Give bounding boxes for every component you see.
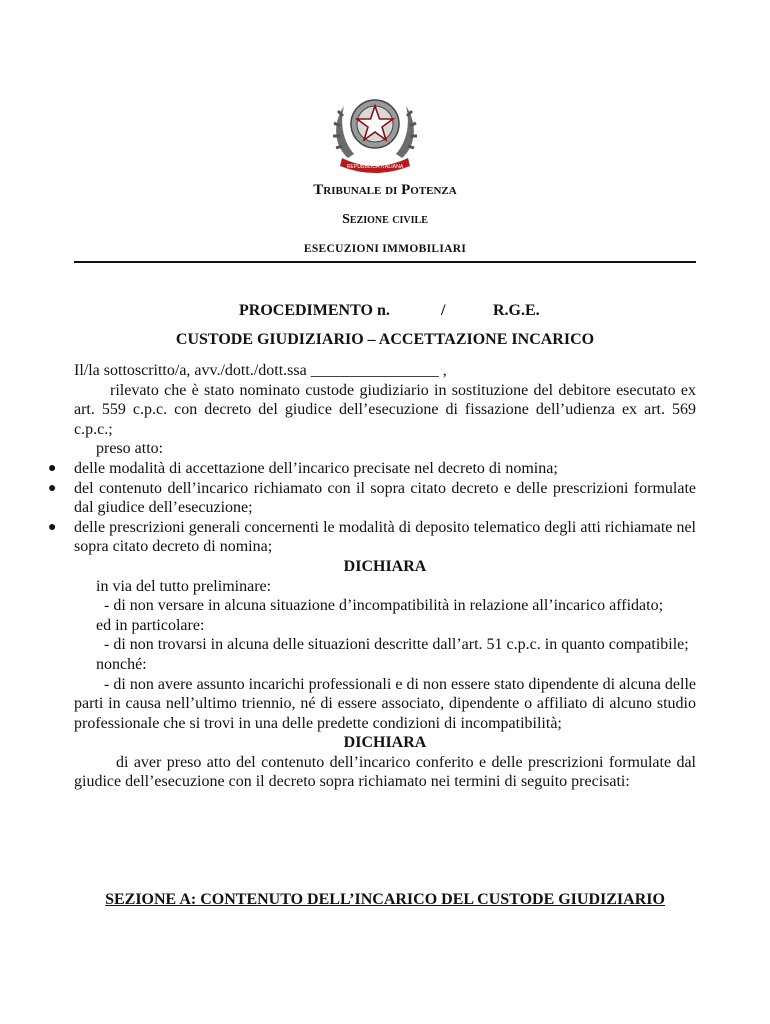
bullet-icon: ● bbox=[48, 460, 57, 476]
in-via-label: in via del tutto preliminare: bbox=[96, 577, 272, 595]
ed-in-particolare-label: ed in particolare: bbox=[96, 616, 205, 634]
court-section: Sezione civile bbox=[342, 212, 428, 227]
list-item: ● delle prescrizioni generali concernenti le modalità di deposito telematico degli atti richiamate nel sopra citato decreto di nomina; bbox=[48, 518, 696, 556]
ribbon-text: REPUBBLICA ITALIANA bbox=[346, 164, 404, 170]
declaration-point-3: - di non avere assunto incarichi professionali e di non essere stato dipendente di alcuna delle parti in causa nell’ultimo triennio, né di essere associato, dipendente o affiliato di alcuno studio professionale che si trovi in una delle predette condizioni di incompatibilità; bbox=[74, 675, 696, 732]
bullet-icon: ● bbox=[48, 519, 57, 535]
dichiara-heading-2: DICHIARA bbox=[343, 734, 427, 752]
header-divider bbox=[74, 261, 696, 263]
rilevato-paragraph: rilevato che è stato nominato custode giudiziario in sostituzione del debitore esecutato ex art. 559 c.p.c. con decreto del giudice dell’esecuzione di fissazione dell’udienza ex art. 569 c.p.c.; bbox=[74, 381, 696, 438]
document-body bbox=[48, 361, 696, 792]
final-declaration: di aver preso atto del contenuto dell’incarico conferito e delle prescrizioni formulate dal giudice dell’esecuzione con il decreto sopra richiamato nei termini di seguito precisati: bbox=[74, 753, 696, 791]
bullet-icon: ● bbox=[48, 480, 57, 496]
declaration-point-2: - di non trovarsi in alcuna delle situazioni descritte dall’art. 51 c.p.c. in quanto compatibile; bbox=[104, 636, 689, 654]
bullet-list bbox=[48, 459, 696, 557]
document-title: CUSTODE GIUDIZIARIO – ACCETTAZIONE INCARICO bbox=[175, 331, 595, 348]
dichiara-heading-1: DICHIARA bbox=[343, 557, 427, 575]
court-name: Tribunale di Potenza bbox=[313, 182, 457, 198]
declaration-point-1: - di non versare in alcuna situazione d’incompatibilità in relazione all’incarico affidato; bbox=[104, 597, 664, 615]
list-item: ● del contenuto dell’incarico richiamato con il sopra citato decreto e delle prescrizioni formulate dal giudice dell’esecuzione; bbox=[48, 479, 696, 517]
procedure-rge: R.G.E. bbox=[493, 302, 540, 319]
procedure-slash: / bbox=[441, 302, 446, 319]
list-item: ● delle modalità di accettazione dell’incarico precisate nel decreto di nomina; bbox=[48, 459, 558, 477]
section-a-heading: SEZIONE A: CONTENUTO DELL’INCARICO DEL CUSTODE GIUDIZIARIO bbox=[105, 891, 665, 908]
preso-atto-label: preso atto: bbox=[96, 440, 164, 458]
court-unit: ESECUZIONI IMMOBILIARI bbox=[303, 243, 467, 255]
nonche-label: nonché: bbox=[96, 655, 147, 673]
italian-republic-emblem bbox=[328, 88, 422, 174]
procedure-label: PROCEDIMENTO n. bbox=[239, 302, 390, 319]
intro-line: Il/la sottoscritto/a, avv./dott./dott.ssa ________________ , bbox=[74, 362, 447, 379]
